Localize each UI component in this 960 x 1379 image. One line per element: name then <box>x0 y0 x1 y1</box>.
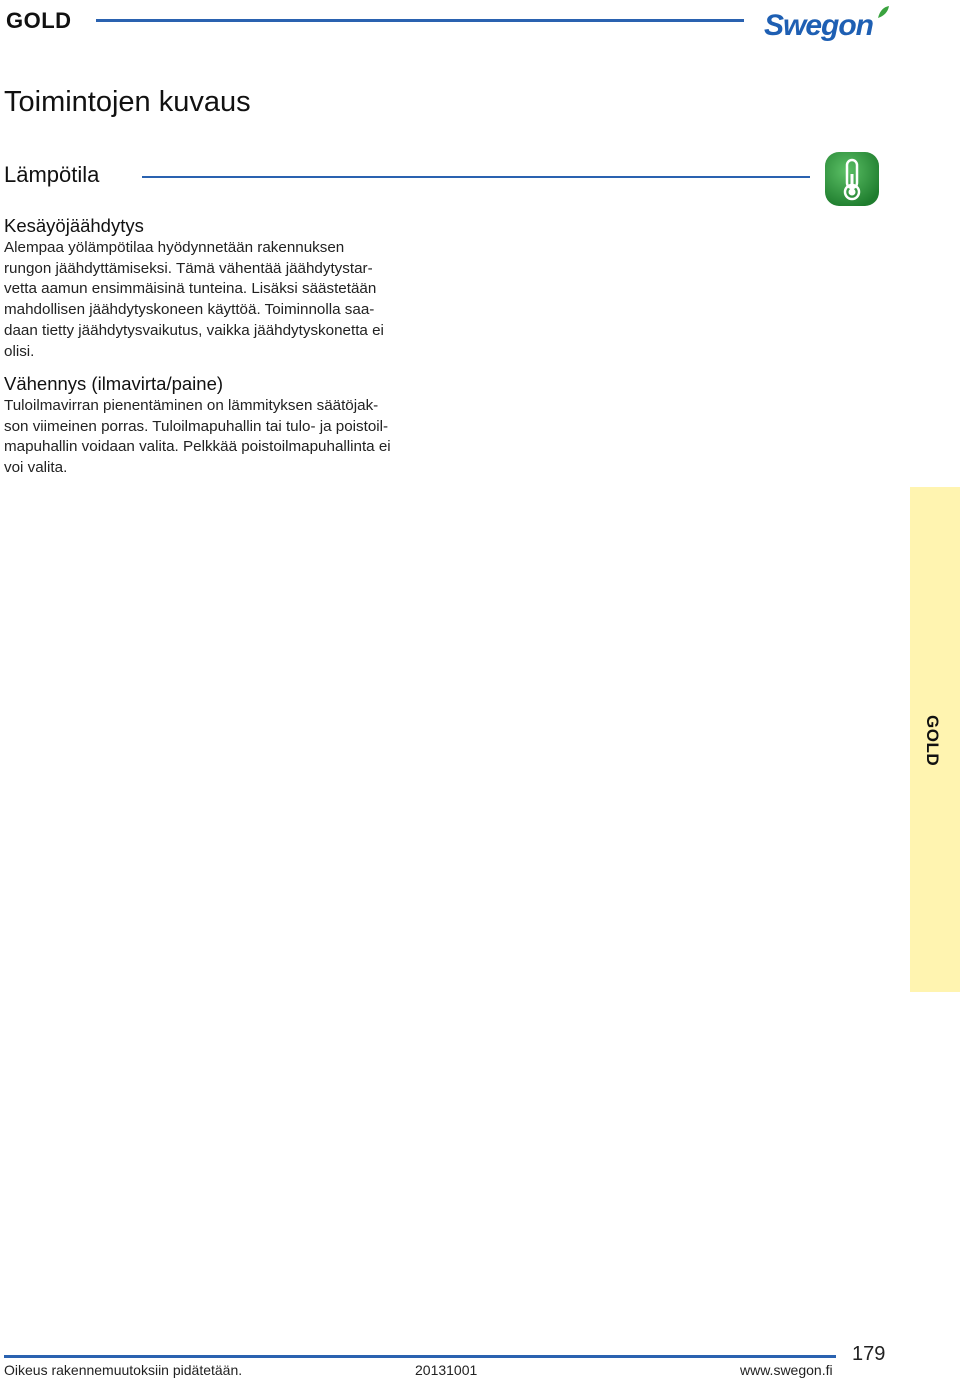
footer-date: 20131001 <box>415 1362 478 1378</box>
paragraph-line: Alempaa yölämpötilaa hyödynnetään rakennuksen <box>4 239 345 256</box>
side-tab-label: GOLD <box>923 715 942 767</box>
block-vahennys <box>4 372 444 479</box>
paragraph-line: voi valita. <box>4 459 68 477</box>
paragraph-line: mahdollisen jäähdytyskoneen käyttöä. Toiminnolla saa- <box>4 301 375 319</box>
footer-website: www.swegon.fi <box>740 1362 833 1378</box>
block-heading: Kesäyöjäähdytys <box>4 215 144 236</box>
logo-leaf-icon <box>878 6 889 18</box>
section-title: Lämpötila <box>4 162 100 187</box>
paragraph-line: olisi. <box>4 342 35 360</box>
block-heading: Vähennys (ilmavirta/paine) <box>4 373 224 394</box>
side-tab <box>910 487 960 992</box>
swegon-logo <box>762 4 892 44</box>
block-kesayojaahdytys <box>4 214 444 362</box>
page-title: Toimintojen kuvaus <box>4 86 251 118</box>
section-rule <box>142 176 810 178</box>
paragraph-line: vetta aamun ensimmäisinä tunteina. Lisäksi säästetään <box>4 280 377 298</box>
footer-rule <box>4 1355 836 1358</box>
paragraph-line: Tuloilmavirran pienentäminen on lämmityksen säätöjak- <box>4 397 379 414</box>
page-number: 179 <box>852 1343 886 1365</box>
paragraph-line: son viimeinen porras. Tuloilmapuhallin tai tulo- ja poistoil- <box>4 417 389 435</box>
header-rule <box>96 19 744 22</box>
footer-rights-notice: Oikeus rakennemuutoksiin pidätetään. <box>4 1362 243 1378</box>
paragraph-line: mapuhallin voidaan valita. Pelkkää poistoilmapuhallinta ei <box>4 438 391 456</box>
thermometer-icon <box>823 150 881 208</box>
paragraph-line: rungon jäähdyttämiseksi. Tämä vähentää jäähdytystar- <box>4 259 373 277</box>
block-paragraph <box>4 396 444 479</box>
logo-wordmark: Swegon <box>764 9 874 42</box>
paragraph-line: daan tietty jäähdytysvaikutus, vaikka jäähdytyskonetta ei <box>4 321 384 339</box>
header-product-name: GOLD <box>6 8 72 33</box>
block-paragraph <box>4 238 444 362</box>
